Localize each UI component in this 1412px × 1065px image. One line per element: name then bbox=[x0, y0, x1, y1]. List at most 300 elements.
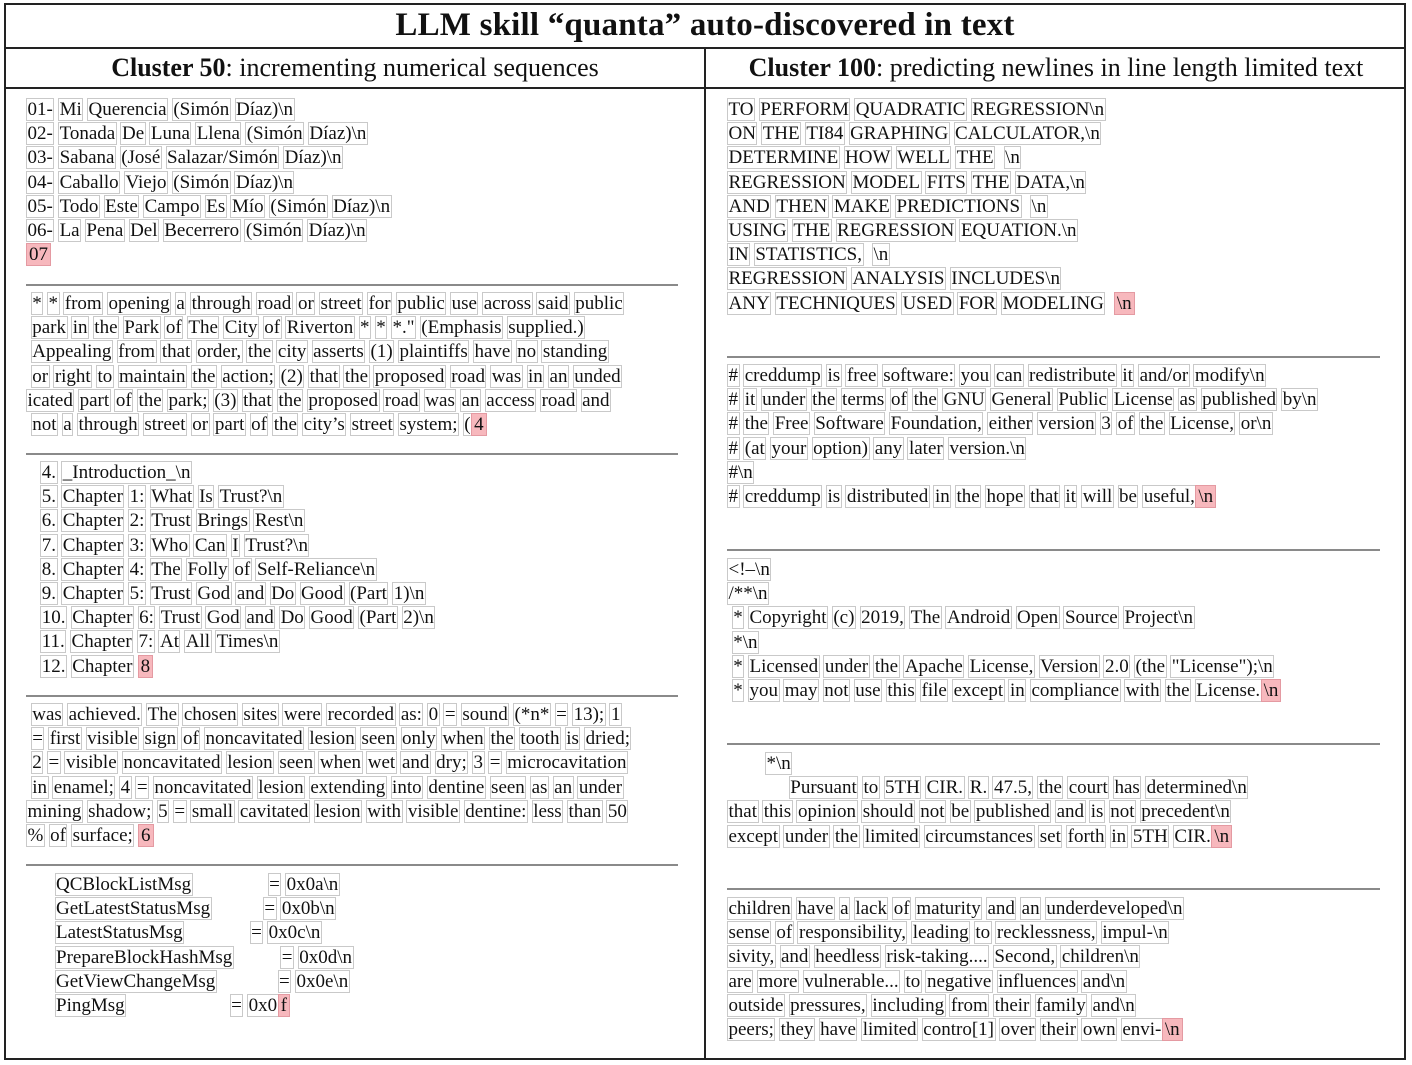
token: the bbox=[812, 389, 836, 411]
token: court bbox=[1068, 777, 1108, 799]
token: wet bbox=[367, 752, 396, 774]
token: except bbox=[953, 679, 1004, 701]
token: 0x0d\n bbox=[299, 946, 352, 968]
token: opening bbox=[108, 293, 170, 314]
token: that bbox=[728, 801, 757, 823]
sample-line bbox=[26, 243, 391, 267]
predicted-token-highlight: 07 bbox=[26, 243, 51, 266]
token: La bbox=[59, 219, 80, 241]
token: when bbox=[319, 752, 362, 774]
token: 0x0 bbox=[248, 994, 278, 1016]
token: that bbox=[309, 365, 339, 387]
token: peers; bbox=[728, 1018, 774, 1040]
token: * bbox=[376, 317, 386, 339]
token: noncavitated bbox=[154, 776, 252, 798]
token: of bbox=[50, 824, 66, 846]
token: Brings bbox=[197, 510, 249, 532]
token: the bbox=[344, 365, 369, 387]
token: Trust bbox=[151, 582, 191, 604]
token: own bbox=[1082, 1018, 1116, 1040]
token: this bbox=[887, 679, 915, 701]
token: Campo bbox=[144, 195, 200, 217]
figure-title: LLM skill “quanta” auto-discovered in text bbox=[4, 3, 1406, 49]
right-sample-5 bbox=[727, 897, 1183, 1042]
token: 5. bbox=[41, 486, 56, 508]
token: AND bbox=[728, 195, 770, 217]
token: = bbox=[269, 874, 280, 895]
token: CIR. bbox=[926, 777, 964, 799]
token: seen bbox=[361, 728, 396, 750]
token: in bbox=[72, 317, 88, 339]
token: (Part bbox=[359, 607, 397, 629]
token: version bbox=[1038, 413, 1095, 435]
token: from bbox=[64, 293, 102, 314]
token: Chapter bbox=[72, 607, 133, 629]
token: Díaz)\n bbox=[309, 123, 367, 145]
sample-line bbox=[26, 98, 391, 122]
token: and\n bbox=[1092, 994, 1135, 1016]
token: icated bbox=[27, 389, 73, 411]
token: (José bbox=[121, 147, 161, 169]
token: # bbox=[728, 413, 738, 435]
left-sample-1 bbox=[26, 98, 391, 267]
token: to bbox=[905, 970, 921, 992]
token: road bbox=[451, 365, 485, 387]
token: and bbox=[236, 582, 265, 604]
sample-line bbox=[727, 171, 1135, 195]
token: that bbox=[161, 341, 191, 363]
token: Software bbox=[815, 413, 884, 435]
token: have bbox=[820, 1018, 856, 1040]
token: impul-\n bbox=[1102, 922, 1168, 944]
token: except bbox=[728, 825, 779, 847]
sample-line bbox=[727, 897, 1183, 921]
token: and bbox=[582, 389, 610, 411]
token: = bbox=[174, 800, 186, 822]
sample-line bbox=[26, 340, 623, 364]
token: be bbox=[951, 801, 970, 823]
sample-line bbox=[26, 534, 434, 558]
token: 2.0 bbox=[1104, 655, 1129, 677]
token: under bbox=[578, 776, 623, 798]
token: TECHNIQUES bbox=[776, 292, 896, 314]
token: DETERMINE bbox=[728, 147, 839, 169]
token: Este bbox=[105, 195, 138, 217]
token: file bbox=[921, 679, 947, 701]
token: 1: bbox=[129, 486, 145, 508]
token: of bbox=[1117, 413, 1134, 435]
token: 9. bbox=[41, 582, 56, 604]
sample-line bbox=[26, 727, 630, 751]
token: the bbox=[278, 389, 302, 411]
token: vulnerable... bbox=[804, 970, 899, 992]
token: street bbox=[144, 413, 186, 435]
token: less bbox=[533, 800, 562, 822]
token: free bbox=[846, 365, 877, 386]
token: = bbox=[279, 970, 290, 992]
token: in bbox=[528, 365, 543, 387]
token: and bbox=[987, 898, 1015, 919]
token: precedent\n bbox=[1141, 801, 1230, 823]
predicted-token-highlight: \n bbox=[1211, 825, 1232, 848]
token: is bbox=[1090, 801, 1104, 823]
token: the bbox=[490, 728, 514, 750]
token: this bbox=[763, 801, 792, 823]
token: <!–\n bbox=[728, 559, 770, 580]
token: The bbox=[910, 607, 941, 629]
token: noncavitated bbox=[123, 752, 221, 774]
token: 03- bbox=[27, 147, 53, 169]
token: USED bbox=[902, 292, 953, 314]
token: GetViewChangeMsg bbox=[56, 970, 216, 992]
token: the bbox=[94, 317, 118, 339]
token: (3) bbox=[214, 389, 237, 411]
token: (at bbox=[744, 437, 765, 459]
token: Caballo bbox=[59, 171, 119, 193]
token: 8. bbox=[41, 558, 56, 580]
sample-line bbox=[727, 945, 1183, 969]
token: = bbox=[264, 898, 276, 920]
token: PingMsg bbox=[56, 994, 125, 1016]
token: 0 bbox=[428, 704, 439, 725]
token: under bbox=[784, 825, 829, 847]
token: proposed bbox=[374, 365, 445, 387]
token: Foundation, bbox=[890, 413, 982, 435]
token: Tonada bbox=[59, 123, 116, 145]
token: Díaz)\n bbox=[284, 147, 342, 169]
token: or\n bbox=[1240, 413, 1272, 435]
token: Free bbox=[774, 413, 809, 435]
token: #\n bbox=[728, 461, 753, 483]
token: (Part bbox=[350, 582, 387, 604]
sample-line bbox=[727, 437, 1317, 461]
token: De bbox=[121, 123, 145, 145]
token: when bbox=[442, 728, 484, 750]
token: public bbox=[575, 293, 623, 314]
sample-line bbox=[26, 509, 434, 533]
token: you bbox=[749, 679, 778, 701]
token: sense bbox=[728, 922, 770, 944]
left-sample-3 bbox=[26, 461, 434, 679]
sample-line bbox=[727, 606, 1281, 630]
token: hope bbox=[986, 485, 1024, 507]
token: supplied.) bbox=[508, 317, 584, 339]
token: plaintiffs bbox=[399, 341, 468, 363]
token: REGRESSION bbox=[837, 219, 955, 241]
token: into bbox=[392, 776, 422, 798]
token: that bbox=[243, 389, 272, 411]
token: = bbox=[556, 704, 567, 725]
right-sample-3 bbox=[727, 558, 1281, 703]
token: dried; bbox=[585, 728, 630, 750]
token: *\n bbox=[766, 753, 791, 774]
token: Android bbox=[946, 607, 1011, 629]
token: # bbox=[728, 485, 738, 507]
sample-line bbox=[727, 388, 1317, 412]
sample-line bbox=[727, 558, 1281, 582]
left-separator-4 bbox=[26, 864, 678, 866]
sample-line bbox=[727, 825, 1247, 849]
token: circumstances bbox=[925, 825, 1034, 847]
token: of bbox=[893, 898, 910, 919]
token: your bbox=[771, 437, 807, 459]
sample-line bbox=[26, 316, 623, 340]
token: 5 bbox=[158, 800, 168, 822]
token: standing bbox=[542, 341, 608, 363]
token: of bbox=[891, 389, 907, 411]
token: cavitated bbox=[239, 800, 309, 822]
token: # bbox=[728, 437, 738, 459]
token: in bbox=[1111, 825, 1127, 847]
token: right bbox=[54, 365, 91, 387]
sample-line bbox=[727, 219, 1135, 243]
token: MAKE bbox=[833, 195, 890, 217]
token: later bbox=[908, 437, 943, 459]
token: children\n bbox=[1061, 946, 1139, 968]
token: contro[1] bbox=[923, 1018, 994, 1040]
token: an bbox=[549, 365, 568, 387]
token: IN bbox=[728, 244, 749, 266]
token: QCBlockListMsg bbox=[56, 874, 192, 895]
token: (1) bbox=[370, 341, 393, 363]
token: children bbox=[728, 898, 791, 919]
token: the bbox=[956, 485, 980, 507]
token: Chapter bbox=[62, 558, 123, 580]
sample-line bbox=[26, 171, 391, 195]
token: dry; bbox=[436, 752, 467, 774]
token: Mi bbox=[59, 99, 82, 120]
token: Rest\n bbox=[254, 510, 304, 532]
token: and/or bbox=[1139, 365, 1189, 386]
token: park bbox=[32, 317, 67, 339]
token: was bbox=[491, 365, 522, 387]
token: will bbox=[1082, 485, 1113, 507]
token: LatestStatusMsg bbox=[56, 922, 183, 944]
sample-line bbox=[727, 243, 1135, 267]
token: of bbox=[234, 558, 251, 580]
token: order, bbox=[197, 341, 242, 363]
token: GetLatestStatusMsg bbox=[56, 898, 211, 920]
token: GNU bbox=[943, 389, 985, 411]
token: said bbox=[537, 293, 569, 314]
sample-line bbox=[727, 98, 1135, 122]
token: Chapter bbox=[62, 534, 123, 556]
left-sample-4 bbox=[26, 703, 630, 848]
token: License bbox=[1113, 389, 1173, 411]
predicted-token-highlight: f bbox=[278, 994, 290, 1017]
token: Self-Reliance\n bbox=[256, 558, 376, 580]
sample-line bbox=[727, 921, 1183, 945]
token: The bbox=[151, 558, 181, 580]
token: the bbox=[1166, 679, 1190, 701]
token: Querencia bbox=[88, 99, 167, 120]
sample-line bbox=[727, 146, 1135, 170]
sample-line bbox=[727, 195, 1135, 219]
token: negative bbox=[926, 970, 992, 992]
token: an bbox=[554, 776, 573, 798]
sample-line bbox=[727, 1018, 1183, 1042]
sample-line bbox=[727, 631, 1281, 655]
token: visible bbox=[65, 752, 117, 774]
token: 5: bbox=[129, 582, 145, 604]
token: Luna bbox=[150, 123, 190, 145]
token: that bbox=[1030, 485, 1059, 507]
token: \n bbox=[873, 244, 889, 266]
token: 5TH bbox=[885, 777, 920, 799]
token: God bbox=[197, 582, 231, 604]
token: the bbox=[1038, 777, 1062, 799]
token: REGRESSION bbox=[728, 171, 846, 193]
sample-line bbox=[727, 970, 1183, 994]
token: * bbox=[733, 679, 743, 701]
right-cluster-desc: : predicting newlines in line length limited text bbox=[875, 53, 1364, 82]
token: sites bbox=[243, 704, 278, 725]
right-sample-2 bbox=[727, 364, 1317, 509]
token: the bbox=[913, 389, 937, 411]
token: is bbox=[827, 365, 841, 386]
token: forth bbox=[1067, 825, 1105, 847]
token: 11. bbox=[41, 631, 65, 653]
token: 7. bbox=[41, 534, 56, 556]
predicted-token-highlight: \n bbox=[1114, 292, 1135, 315]
token: it bbox=[1122, 365, 1133, 386]
token: CIR. bbox=[1174, 825, 1211, 847]
sample-line bbox=[727, 994, 1183, 1018]
token: seen bbox=[491, 776, 525, 798]
left-separator-2 bbox=[26, 453, 678, 455]
token: action; bbox=[222, 365, 274, 387]
token: heedless bbox=[815, 946, 880, 968]
token: 0x0e\n bbox=[296, 970, 349, 992]
token: set bbox=[1039, 825, 1061, 847]
token: enamel; bbox=[53, 776, 114, 798]
predicted-token-highlight: \n bbox=[1261, 679, 1282, 702]
token: God bbox=[206, 607, 240, 629]
token: redistribute bbox=[1029, 365, 1116, 386]
token: Public bbox=[1058, 389, 1107, 411]
token: use bbox=[855, 679, 881, 701]
token: * bbox=[733, 655, 743, 677]
token: creddump bbox=[744, 365, 821, 386]
token: Open bbox=[1017, 607, 1059, 629]
token: FOR bbox=[958, 292, 996, 314]
token: in bbox=[32, 776, 48, 798]
token: Can bbox=[194, 534, 226, 556]
sample-line bbox=[26, 751, 630, 775]
token: ON bbox=[728, 123, 756, 145]
token: terms bbox=[842, 389, 885, 411]
token: was bbox=[425, 389, 455, 411]
token: Copyright bbox=[749, 607, 827, 629]
token: Trust?\n bbox=[219, 486, 283, 508]
token: their bbox=[1041, 1018, 1077, 1040]
token: = bbox=[136, 776, 148, 798]
token: only bbox=[402, 728, 436, 750]
token: (c) bbox=[833, 607, 855, 629]
token: the bbox=[834, 825, 859, 847]
token: = bbox=[231, 994, 242, 1016]
token: 1 bbox=[610, 704, 621, 725]
token: (Simón bbox=[245, 219, 302, 241]
token: they bbox=[780, 1018, 814, 1040]
token: REGRESSION\n bbox=[972, 99, 1105, 120]
token: you bbox=[960, 365, 990, 386]
sample-line bbox=[727, 679, 1281, 703]
predicted-token-highlight: \n bbox=[1195, 485, 1216, 508]
token: EQUATION.\n bbox=[960, 219, 1077, 241]
token: with bbox=[1125, 679, 1160, 701]
token: 4: bbox=[129, 558, 145, 580]
token: by\n bbox=[1282, 389, 1317, 411]
token: I bbox=[232, 534, 239, 556]
sample-line bbox=[727, 292, 1135, 316]
token: chosen bbox=[183, 704, 237, 725]
right-column-header bbox=[706, 49, 1406, 89]
predicted-token-highlight: \n bbox=[1162, 1018, 1183, 1041]
token: maintain bbox=[119, 365, 186, 387]
token: 2019, bbox=[861, 607, 904, 629]
token: ANY bbox=[728, 292, 770, 314]
token: visible bbox=[87, 728, 138, 750]
token: the bbox=[192, 365, 216, 387]
token: 3: bbox=[129, 534, 145, 556]
token: Trust?\n bbox=[245, 534, 308, 556]
token: lesion bbox=[309, 728, 355, 750]
token: CALCULATOR,\n bbox=[955, 123, 1100, 145]
token: road bbox=[257, 293, 292, 314]
token: Park bbox=[124, 317, 160, 339]
token: the bbox=[744, 413, 768, 435]
token: 3 bbox=[1101, 413, 1111, 435]
token: _Introduction_\n bbox=[62, 462, 191, 483]
token: DATA,\n bbox=[1016, 171, 1085, 193]
token: Del bbox=[130, 219, 158, 241]
token: # bbox=[728, 365, 738, 386]
token: outside bbox=[728, 994, 784, 1016]
token: of bbox=[264, 317, 281, 339]
token: seen bbox=[279, 752, 314, 774]
token: USING bbox=[728, 219, 787, 241]
sample-line bbox=[26, 558, 434, 582]
token: to bbox=[863, 777, 879, 799]
token: * bbox=[32, 293, 42, 314]
token: recorded bbox=[327, 704, 395, 725]
predicted-token-highlight: 4 bbox=[471, 413, 487, 436]
token: sivity, bbox=[728, 946, 775, 968]
token: in bbox=[1009, 679, 1025, 701]
token: 5TH bbox=[1132, 825, 1168, 847]
token: Chapter bbox=[62, 510, 123, 532]
token: * bbox=[733, 607, 743, 629]
token: may bbox=[784, 679, 818, 701]
token: Is bbox=[199, 486, 213, 508]
sample-line bbox=[727, 776, 1247, 800]
token: is bbox=[827, 485, 841, 507]
token: 2)\n bbox=[403, 607, 434, 629]
token: 6. bbox=[41, 510, 56, 532]
sample-line bbox=[26, 776, 630, 800]
right-separator-1 bbox=[727, 356, 1380, 358]
sample-line bbox=[26, 824, 630, 848]
token: and bbox=[1056, 801, 1084, 823]
token: 4 bbox=[120, 776, 131, 798]
token: and bbox=[781, 946, 809, 968]
token: opinion bbox=[797, 801, 857, 823]
token: was bbox=[32, 704, 62, 725]
token: microcavitation bbox=[507, 752, 627, 774]
left-column-header bbox=[4, 49, 706, 89]
token: more bbox=[758, 970, 798, 992]
